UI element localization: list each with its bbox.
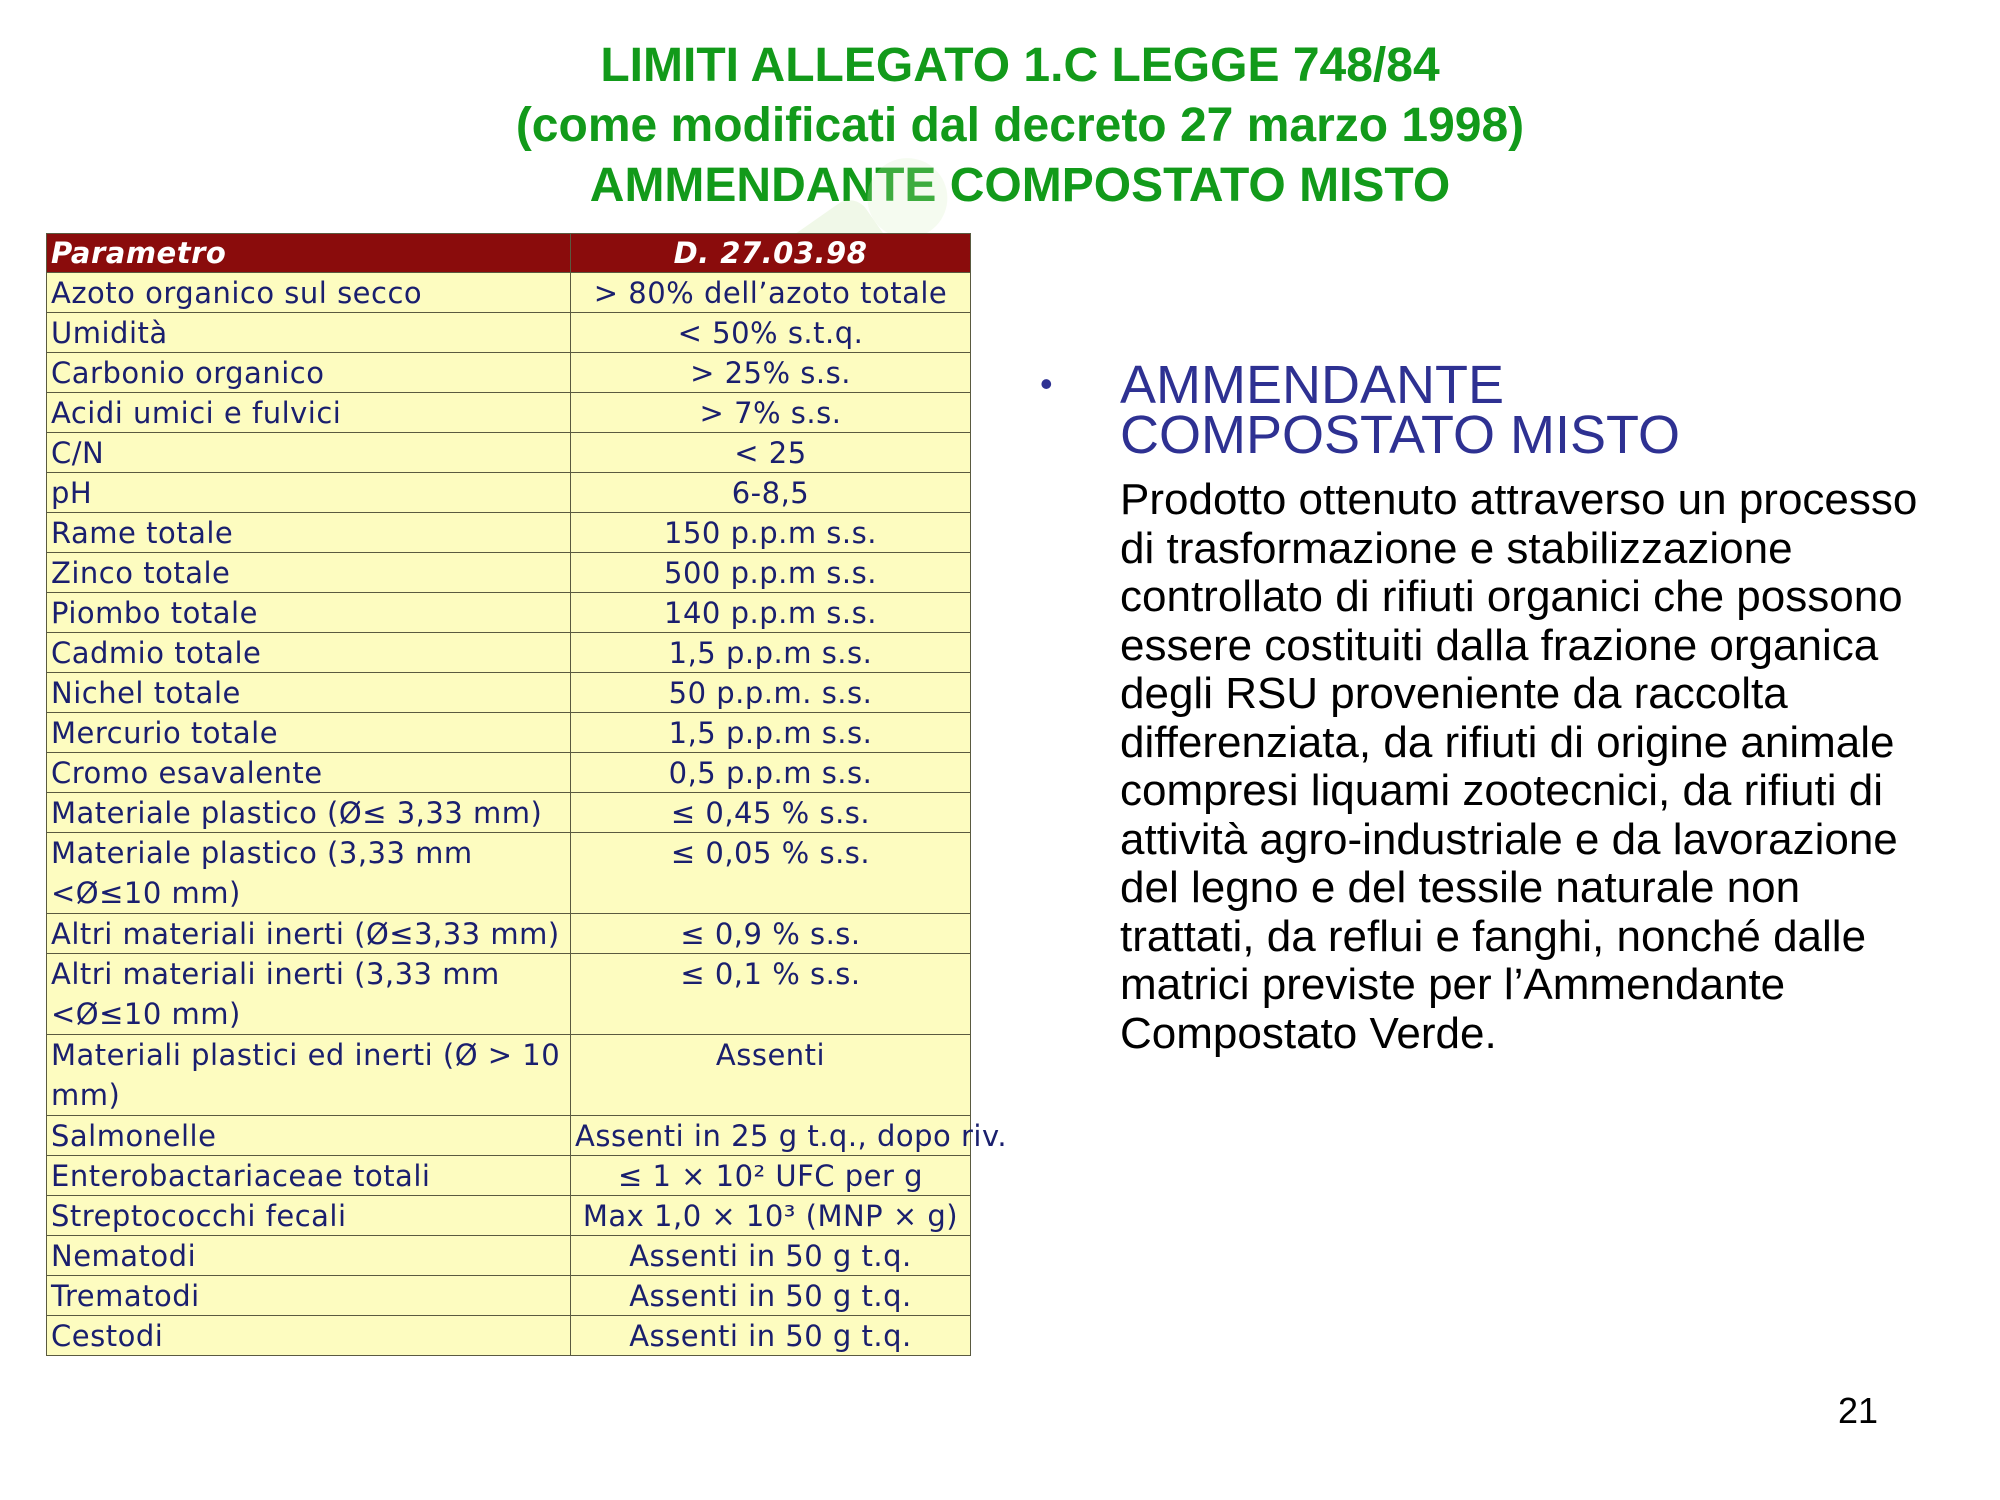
page-number: 21: [1838, 1390, 1879, 1431]
table-row: [47, 473, 971, 513]
param-cell: Salmonelle: [47, 1116, 571, 1156]
value-cell: Assenti in 50 g t.q.: [571, 1276, 971, 1316]
param-cell: Carbonio organico: [47, 353, 571, 393]
table-row: [47, 713, 971, 753]
param-cell: Altri materiali inerti (Ø≤3,33 mm): [47, 914, 571, 954]
param-cell: C/N: [47, 433, 571, 473]
table-row: [47, 673, 971, 713]
title-line-2: (come modificati dal decreto 27 marzo 1998): [515, 99, 1525, 152]
value-cell: ≤ 0,45 % s.s.: [571, 793, 971, 833]
header-decreto: D. 27.03.98: [571, 234, 971, 273]
param-cell: Altri materiali inerti (3,33 mm <Ø≤10 mm): [47, 954, 571, 1035]
table-row: [47, 833, 971, 914]
param-cell: Zinco totale: [47, 553, 571, 593]
value-cell: 150 p.p.m s.s.: [571, 513, 971, 553]
value-cell: 0,5 p.p.m s.s.: [571, 753, 971, 793]
table-row: [47, 753, 971, 793]
table-row: [47, 1236, 971, 1276]
value-cell: Assenti in 50 g t.q.: [571, 1236, 971, 1276]
table-row: [47, 793, 971, 833]
bullet-marker-icon: •: [1040, 363, 1053, 404]
param-cell: Umidità: [47, 313, 571, 353]
table-row: [47, 553, 971, 593]
table-row: [47, 273, 971, 313]
value-cell: < 25: [571, 433, 971, 473]
value-cell: Max 1,0 × 10³ (MNP × g): [571, 1196, 971, 1236]
param-cell: Acidi umici e fulvici: [47, 393, 571, 433]
slide-title: [380, 36, 1660, 216]
bullet-heading-line-2: COMPOSTATO MISTO: [1120, 405, 1681, 465]
value-cell: 140 p.p.m s.s.: [571, 593, 971, 633]
table-row: [47, 1035, 971, 1116]
value-cell: < 50% s.t.q.: [571, 313, 971, 353]
value-cell: > 7% s.s.: [571, 393, 971, 433]
param-cell: Materiale plastico (3,33 mm <Ø≤10 mm): [47, 833, 571, 914]
table-row: [47, 914, 971, 954]
param-cell: Piombo totale: [47, 593, 571, 633]
value-cell: 1,5 p.p.m s.s.: [571, 713, 971, 753]
table-row: [47, 1276, 971, 1316]
table-row: [47, 313, 971, 353]
value-cell: Assenti in 50 g t.q.: [571, 1316, 971, 1356]
table-row: [47, 353, 971, 393]
value-cell: 50 p.p.m. s.s.: [571, 673, 971, 713]
table-row: [47, 1196, 971, 1236]
param-cell: Materiali plastici ed inerti (Ø > 10 mm): [47, 1035, 571, 1116]
table-row: [47, 1156, 971, 1196]
value-cell: 1,5 p.p.m s.s.: [571, 633, 971, 673]
table-row: [47, 513, 971, 553]
parameters-table: [46, 233, 1008, 1356]
param-cell: pH: [47, 473, 571, 513]
value-cell: > 80% dell’azoto totale: [571, 273, 971, 313]
table-row: [47, 433, 971, 473]
param-cell: Enterobactariaceae totali: [47, 1156, 571, 1196]
value-cell: 500 p.p.m s.s.: [571, 553, 971, 593]
value-cell: ≤ 0,05 % s.s.: [571, 833, 971, 914]
table-row: [47, 633, 971, 673]
param-cell: Materiale plastico (Ø≤ 3,33 mm): [47, 793, 571, 833]
param-cell: Nichel totale: [47, 673, 571, 713]
param-cell: Cromo esavalente: [47, 753, 571, 793]
value-cell: ≤ 0,1 % s.s.: [571, 954, 971, 1035]
param-cell: Rame totale: [47, 513, 571, 553]
value-cell: Assenti: [571, 1035, 971, 1116]
title-line-3: AMMENDANTE COMPOSTATO MISTO: [589, 159, 1451, 212]
bullet-description: Prodotto ottenuto attraverso un processo di trasformazione e stabilizzazione controllato di rifiuti organici che possono essere costituiti dalla frazione organica degli RSU proveniente da raccolta differenziata, da rifiuti di origine animale compresi liquami zootecnici, da rifiuti di attività agro-industriale e da lavorazione del legno e del tessile naturale non trattati, da reflui e fanghi, nonché dalle matrici previste per l’Ammendante Compostato Verde.: [1120, 475, 1918, 1058]
title-line-1: LIMITI ALLEGATO 1.C LEGGE 748/84: [600, 39, 1440, 92]
bullet-heading-line-1: AMMENDANTE: [1120, 355, 1505, 415]
param-cell: Nematodi: [47, 1236, 571, 1276]
param-cell: Cadmio totale: [47, 633, 571, 673]
param-cell: Cestodi: [47, 1316, 571, 1356]
value-cell: ≤ 0,9 % s.s.: [571, 914, 971, 954]
table-row: [47, 954, 971, 1035]
param-cell: Streptococchi fecali: [47, 1196, 571, 1236]
param-cell: Mercurio totale: [47, 713, 571, 753]
header-parametro: Parametro: [47, 234, 571, 273]
value-cell: 6-8,5: [571, 473, 971, 513]
value-cell: > 25% s.s.: [571, 353, 971, 393]
table-row: [47, 1316, 971, 1356]
table-row: [47, 593, 971, 633]
param-cell: Azoto organico sul secco: [47, 273, 571, 313]
param-cell: Trematodi: [47, 1276, 571, 1316]
table-row: [47, 393, 971, 433]
bullet-heading: [1120, 355, 1920, 465]
value-cell: Assenti in 25 g t.q., dopo riv.: [571, 1116, 971, 1156]
table-header-row: [47, 234, 971, 273]
table-row: [47, 1116, 971, 1156]
value-cell: ≤ 1 × 10² UFC per g: [571, 1156, 971, 1196]
